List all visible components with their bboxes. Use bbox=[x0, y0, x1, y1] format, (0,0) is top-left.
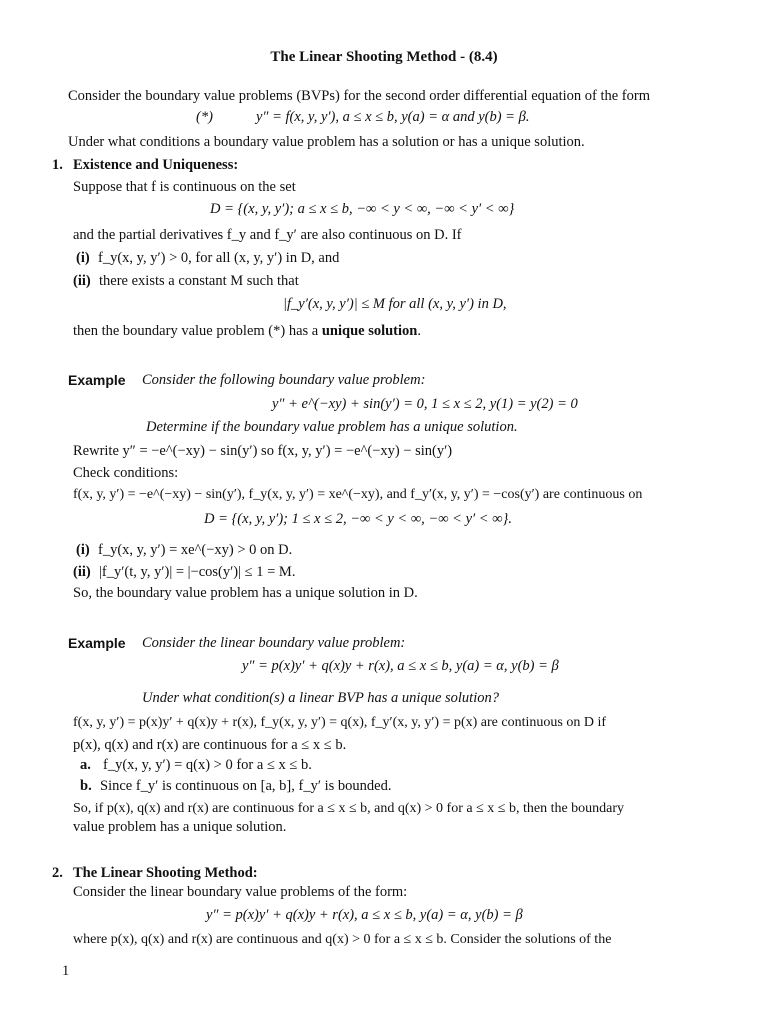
condition-ii: there exists a constant M such that bbox=[99, 273, 299, 289]
intro-question: Under what conditions a boundary value problem has a solution or has a unique solution. bbox=[68, 134, 585, 150]
condition-label: (i) bbox=[76, 542, 90, 558]
text-line: Rewrite y″ = −e^(−xy) − sin(y′) so f(x, y, y′) = −e^(−xy) − sin(y′) bbox=[73, 443, 453, 459]
example-conclusion: So, the boundary value problem has a unique solution in D. bbox=[73, 585, 418, 601]
section-1-number: 1. bbox=[52, 157, 63, 173]
example-intro: Consider the linear boundary value problem: bbox=[142, 635, 406, 651]
bound-equation: |f_y′(x, y, y′)| ≤ M for all (x, y, y′) in D, bbox=[283, 296, 507, 312]
item-a: f_y(x, y, y′) = q(x) > 0 for a ≤ x ≤ b. bbox=[103, 757, 312, 773]
example-label: Example bbox=[68, 372, 126, 388]
text-line: f(x, y, y′) = −e^(−xy) − sin(y′), f_y(x, y, y′) = xe^(−xy), and f_y′(x, y, y′) = −cos(y′) are continuous on bbox=[73, 487, 643, 502]
example-task: Determine if the boundary value problem has a unique solution. bbox=[146, 419, 518, 435]
text-line: and the partial derivatives f_y and f_y′ are also continuous on D. If bbox=[73, 227, 462, 243]
conclusion-text: then the boundary value problem (*) has a bbox=[73, 323, 322, 339]
intro-paragraph: Consider the boundary value problems (BVPs) for the second order differential equation of the form bbox=[68, 88, 650, 104]
example-label: Example bbox=[68, 635, 126, 651]
section-2-number: 2. bbox=[52, 865, 63, 881]
condition-i: f_y(x, y, y′) = xe^(−xy) > 0 on D. bbox=[98, 542, 293, 558]
unique-solution-text: unique solution bbox=[321, 323, 418, 339]
section-2-heading: The Linear Shooting Method: bbox=[73, 865, 258, 881]
item-b: Since f_y′ is continuous on [a, b], f_y′ is bounded. bbox=[100, 778, 392, 794]
condition-label: (ii) bbox=[73, 273, 91, 289]
conclusion-end: . bbox=[417, 323, 421, 339]
text-line: value problem has a unique solution. bbox=[73, 819, 287, 835]
condition-i: f_y(x, y, y′) > 0, for all (x, y, y′) in D, and bbox=[98, 250, 340, 266]
page-number: 1 bbox=[62, 963, 70, 979]
example-question: Under what condition(s) a linear BVP has a unique solution? bbox=[142, 690, 499, 706]
text-line: f(x, y, y′) = p(x)y′ + q(x)y + r(x), f_y(x, y, y′) = q(x), f_y′(x, y, y′) = p(x) are continuous on D if bbox=[73, 715, 606, 730]
text-line: Check conditions: bbox=[73, 465, 179, 481]
conclusion-line bbox=[73, 322, 421, 340]
domain-equation: D = {(x, y, y′); 1 ≤ x ≤ 2, −∞ < y < ∞, −∞ < y′ < ∞}. bbox=[204, 511, 512, 527]
condition-label: (ii) bbox=[73, 564, 91, 580]
section-2-equation: y″ = p(x)y′ + q(x)y + r(x), a ≤ x ≤ b, y(a) = α, y(b) = β bbox=[206, 907, 523, 923]
page-title: The Linear Shooting Method - (8.4) bbox=[270, 49, 498, 65]
example-intro: Consider the following boundary value problem: bbox=[142, 372, 426, 388]
condition-label: (i) bbox=[76, 250, 90, 266]
condition-ii: |f_y′(t, y, y′)| = |−cos(y′)| ≤ 1 = M. bbox=[99, 564, 296, 580]
bvp-equation: y″ = f(x, y, y′), a ≤ x ≤ b, y(a) = α and y(b) = β. bbox=[256, 109, 530, 125]
section-1-heading: Existence and Uniqueness: bbox=[73, 157, 239, 173]
example-equation: y″ + e^(−xy) + sin(y′) = 0, 1 ≤ x ≤ 2, y(1) = y(2) = 0 bbox=[272, 396, 578, 412]
text-line: Suppose that f is continuous on the set bbox=[73, 179, 296, 195]
item-label: b. bbox=[80, 778, 92, 794]
text-line: p(x), q(x) and r(x) are continuous for a ≤ x ≤ b. bbox=[73, 737, 347, 753]
set-equation: D = {(x, y, y′); a ≤ x ≤ b, −∞ < y < ∞, −∞ < y′ < ∞} bbox=[210, 201, 515, 217]
equation-label: (*) bbox=[196, 109, 213, 125]
text-line: So, if p(x), q(x) and r(x) are continuous for a ≤ x ≤ b, and q(x) > 0 for a ≤ x ≤ b, then the boundary bbox=[73, 801, 625, 816]
text-line: where p(x), q(x) and r(x) are continuous and q(x) > 0 for a ≤ x ≤ b. Consider the solutions of the bbox=[73, 932, 612, 947]
example-equation: y″ = p(x)y′ + q(x)y + r(x), a ≤ x ≤ b, y(a) = α, y(b) = β bbox=[242, 658, 559, 674]
text-line: Consider the linear boundary value problems of the form: bbox=[73, 884, 408, 900]
item-label: a. bbox=[80, 757, 91, 773]
